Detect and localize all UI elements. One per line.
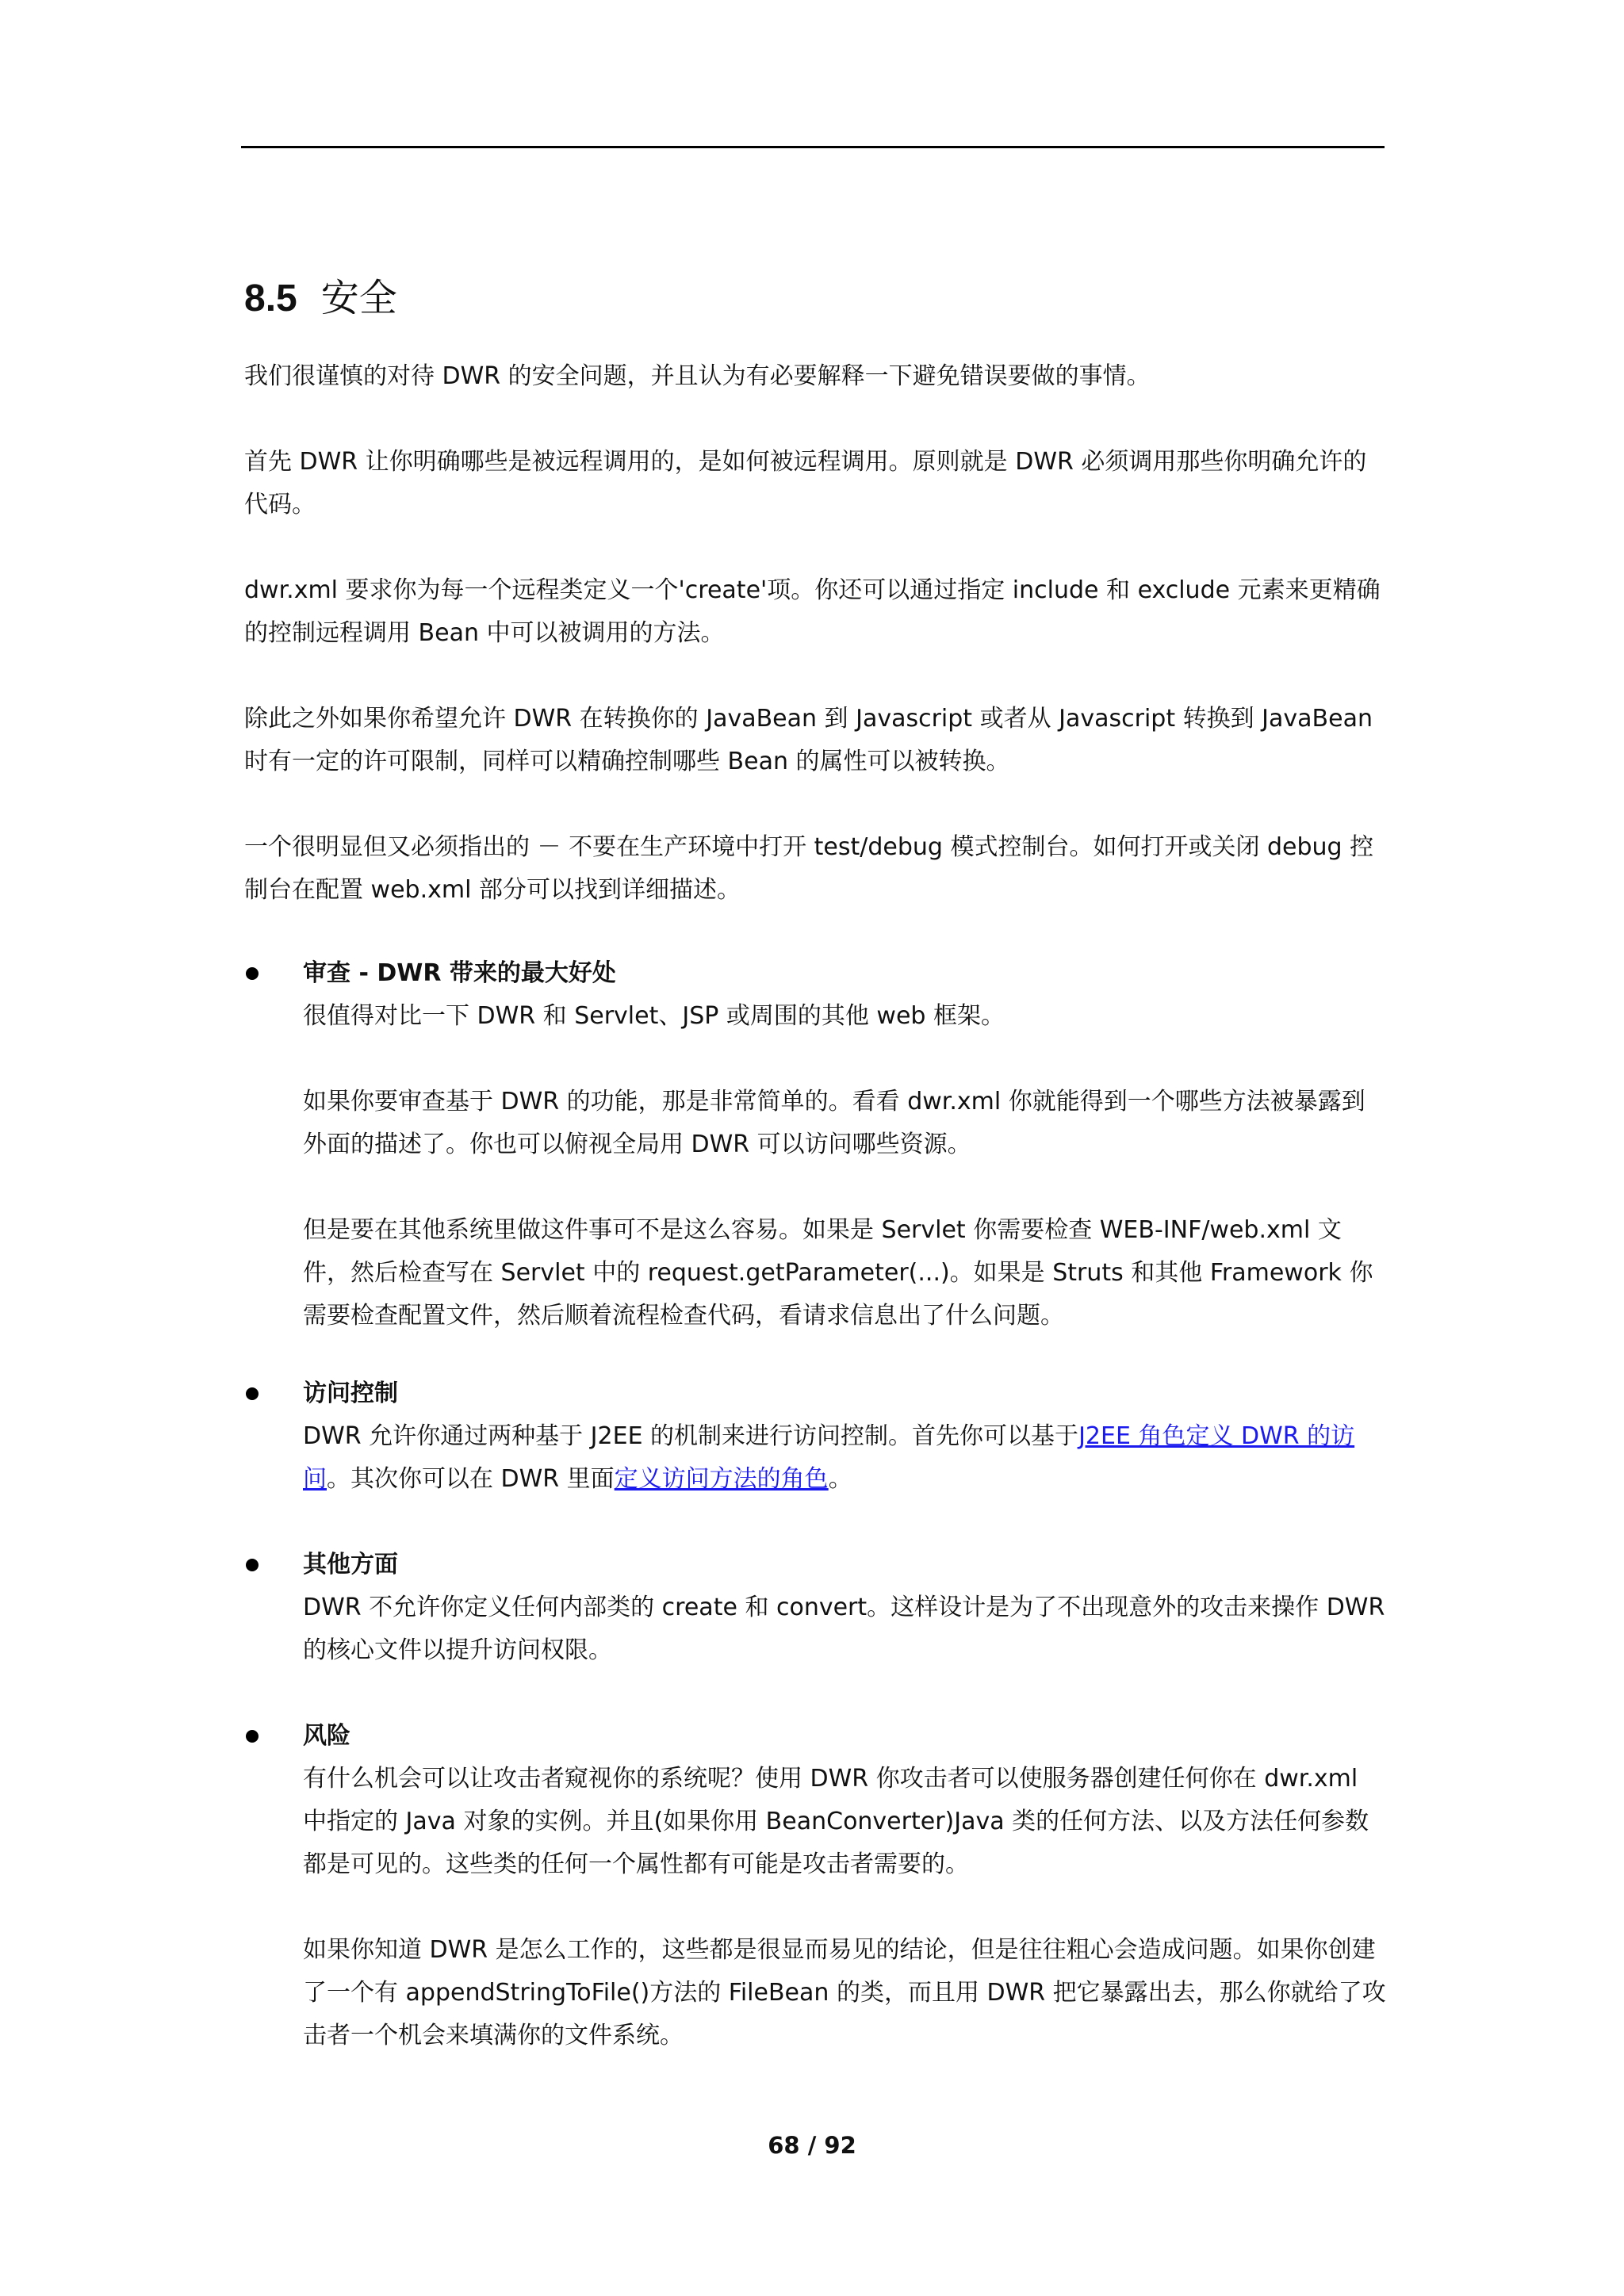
bullet-dot-icon <box>246 1559 259 1571</box>
audit-paragraph-3: 但是要在其他系统里做这件事可不是这么容易。如果是 Servlet 你需要检查 WEB-INF/web.xml 文件，然后检查写在 Servlet 中的 request.getParameter(...)。如果是 Struts 和其他 Framework 你需要检查配置文件，然后顺着流程检查代码，看请求信息出了什么问题。 <box>303 1216 1373 1330</box>
section-heading <box>244 270 397 327</box>
bullet-title-risk: 风险 <box>303 1722 350 1750</box>
risk-paragraph-1: 有什么机会可以让攻击者窥视你的系统呢？使用 DWR 你攻击者可以使服务器创建任何你在 dwr.xml 中指定的 Java 对象的实例。并且(如果你用 BeanConverter)Java 类的任何方法、以及方法任何参数都是可见的。这些类的任何一个属性都有可能是攻击者需要的。 <box>303 1765 1369 1878</box>
access-text-3: 。 <box>828 1465 852 1493</box>
audit-paragraph-2: 如果你要审查基于 DWR 的功能，那是非常简单的。看看 dwr.xml 你就能得到一个哪些方法被暴露到外面的描述了。你也可以俯视全局用 DWR 可以访问哪些资源。 <box>303 1088 1365 1158</box>
bullet-dot-icon <box>246 967 259 980</box>
bullet-dot-icon <box>246 1387 259 1400</box>
link-define-method-roles[interactable]: 定义访问方法的角色 <box>614 1465 829 1493</box>
intro-paragraph-1: 我们很谨慎的对待 DWR 的安全问题，并且认为有必要解释一下避免错误要做的事情。 <box>244 362 1151 390</box>
intro-paragraph-5: 一个很明显但又必须指出的 － 不要在生产环境中打开 test/debug 模式控制台。如何打开或关闭 debug 控制台在配置 web.xml 部分可以找到详细描述。 <box>244 833 1374 904</box>
other-paragraph-1: DWR 不允许你定义任何内部类的 create 和 convert。这样设计是为了不出现意外的攻击来操作 DWR 的核心文件以提升访问权限。 <box>303 1594 1385 1664</box>
intro-paragraph-2: 首先 DWR 让你明确哪些是被远程调用的，是如何被远程调用。原则就是 DWR 必须调用那些你明确允许的代码。 <box>244 448 1367 519</box>
access-paragraph <box>303 1415 1386 1501</box>
header-rule <box>241 146 1385 148</box>
intro-paragraph-3: dwr.xml 要求你为每一个远程类定义一个'create'项。你还可以通过指定 include 和 exclude 元素来更精确的控制远程调用 Bean 中可以被调用的方法。 <box>244 576 1381 647</box>
intro-paragraph-4: 除此之外如果你希望允许 DWR 在转换你的 JavaBean 到 Javascript 或者从 Javascript 转换到 JavaBean 时有一定的许可限制，同样可以精确控制哪些 Bean 的属性可以被转换。 <box>244 705 1373 775</box>
link-j2ee-role-access[interactable]: J2EE 角色定义 DWR 的访问 <box>303 1422 1355 1493</box>
bullet-dot-icon <box>246 1730 259 1743</box>
access-text-1: DWR 允许你通过两种基于 J2EE 的机制来进行访问控制。首先你可以基于 <box>303 1422 1079 1450</box>
bullet-title-access: 访问控制 <box>303 1380 398 1407</box>
risk-paragraph-2: 如果你知道 DWR 是怎么工作的，这些都是很显而易见的结论，但是往往粗心会造成问题。如果你创建了一个有 appendStringToFile()方法的 FileBean 的类，而且用 DWR 把它暴露出去，那么你就给了攻击者一个机会来填满你的文件系统。 <box>303 1936 1386 2049</box>
bullet-title-audit: 审查 - DWR 带来的最大好处 <box>303 959 616 987</box>
page-number <box>0 2130 1624 2161</box>
access-text-2: 。其次你可以在 DWR 里面 <box>327 1465 615 1493</box>
page-total: 92 <box>824 2132 856 2159</box>
section-number: 8.5 <box>244 277 297 320</box>
page-separator: / <box>807 2132 817 2159</box>
page-current: 68 <box>768 2132 800 2159</box>
bullet-title-other: 其他方面 <box>303 1551 398 1578</box>
audit-paragraph-1: 很值得对比一下 DWR 和 Servlet、JSP 或周围的其他 web 框架。 <box>303 1002 1005 1030</box>
section-title: 安全 <box>320 276 397 320</box>
